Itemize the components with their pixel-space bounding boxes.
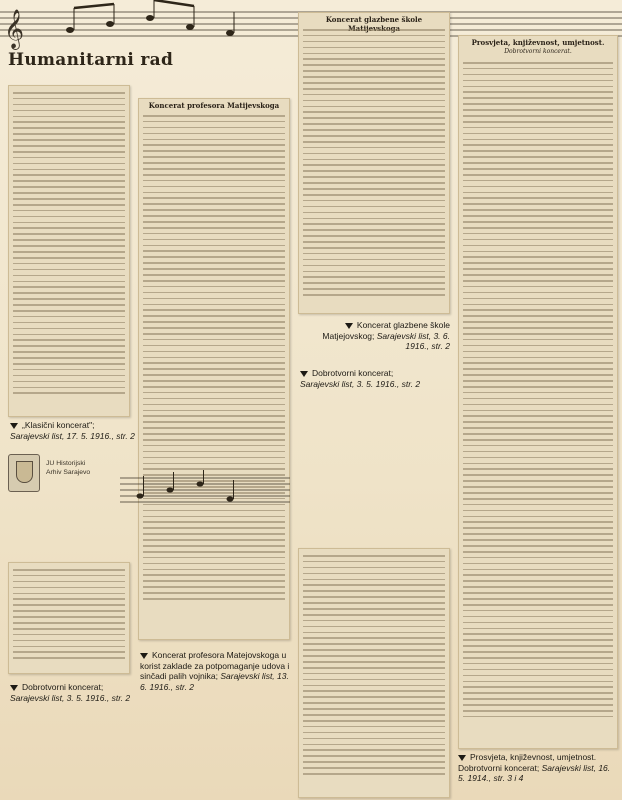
caption-dobrotvorni-koncerat-middle <box>300 368 450 389</box>
music-staff-small <box>120 470 290 510</box>
archive-seal-icon <box>8 454 40 492</box>
caption-source: Sarajevski list, 3. 6. 1916., str. 2 <box>376 330 450 351</box>
caption-source: Sarajevski list, 17. 5. 1916., str. 2 <box>10 430 135 441</box>
caption-koncerat-glazbene-skole <box>300 320 450 352</box>
caption-title: Koncerat profesora Matejovskoga u korist zaklade za potpomaganje udova i sinčadi palih vojnika; <box>140 650 290 681</box>
clipping-klasicni-koncerat <box>8 85 130 417</box>
clipping-heading: Prosvjeta, književnost, umjetnost. <box>471 38 605 47</box>
caption-koncerat-profesora <box>140 650 290 692</box>
caption-source: Sarajevski list, 16. 5. 1914., str. 3 i 4 <box>458 762 611 783</box>
clipping-koncerat-glazbene-skole <box>298 12 450 314</box>
archive-logo <box>6 450 116 500</box>
clipping-dobrotvorni-koncerat-small <box>8 562 130 674</box>
clipping-koncerat-profesora <box>138 98 290 640</box>
caption-source: Sarajevski list, 3. 5. 1916., str. 2 <box>300 378 421 389</box>
clipping-heading: Koncerat profesora Matijevskoga <box>148 101 280 110</box>
page-title: Humanitarni rad <box>8 50 174 70</box>
archive-name-line1: JU Historijski <box>46 460 86 467</box>
caption-source: Sarajevski list, 13. 6. 1916., str. 2 <box>140 671 289 692</box>
archive-name-line2: Arhiv Sarajevo <box>46 468 91 476</box>
caption-title: Dobrotvorni koncerat; <box>22 682 104 692</box>
clipping-prosvjeta <box>458 35 618 749</box>
caption-title: Prosvjeta, književnost, umjetnost. Dobrotvorni koncerat; <box>458 752 597 773</box>
caption-source: Sarajevski list, 3. 5. 1916., str. 2 <box>10 692 131 703</box>
caption-title: Dobrotvorni koncerat; <box>312 368 394 378</box>
clipping-dobrotvorni-koncerat-banja-luka <box>298 548 450 798</box>
caption-title: Koncerat glazbene škole Matjejovskog; <box>322 320 450 341</box>
clipping-heading: Koncerat glazbene škole <box>325 15 423 24</box>
triangle-bullet-icon <box>140 653 148 659</box>
triangle-bullet-icon <box>10 423 18 429</box>
svg-text:𝄞: 𝄞 <box>4 9 25 49</box>
triangle-bullet-icon <box>458 755 466 761</box>
triangle-bullet-icon <box>10 685 18 691</box>
caption-klasicni-koncerat <box>10 420 135 441</box>
triangle-bullet-icon <box>345 323 353 329</box>
caption-dobrotvorni-koncerat-left <box>10 682 135 703</box>
clipping-subheading: Dobrotvorni koncerat. <box>504 48 572 55</box>
caption-title: „Klasični koncerat"; <box>22 420 95 430</box>
triangle-bullet-icon <box>300 371 308 377</box>
caption-prosvjeta <box>458 752 618 784</box>
